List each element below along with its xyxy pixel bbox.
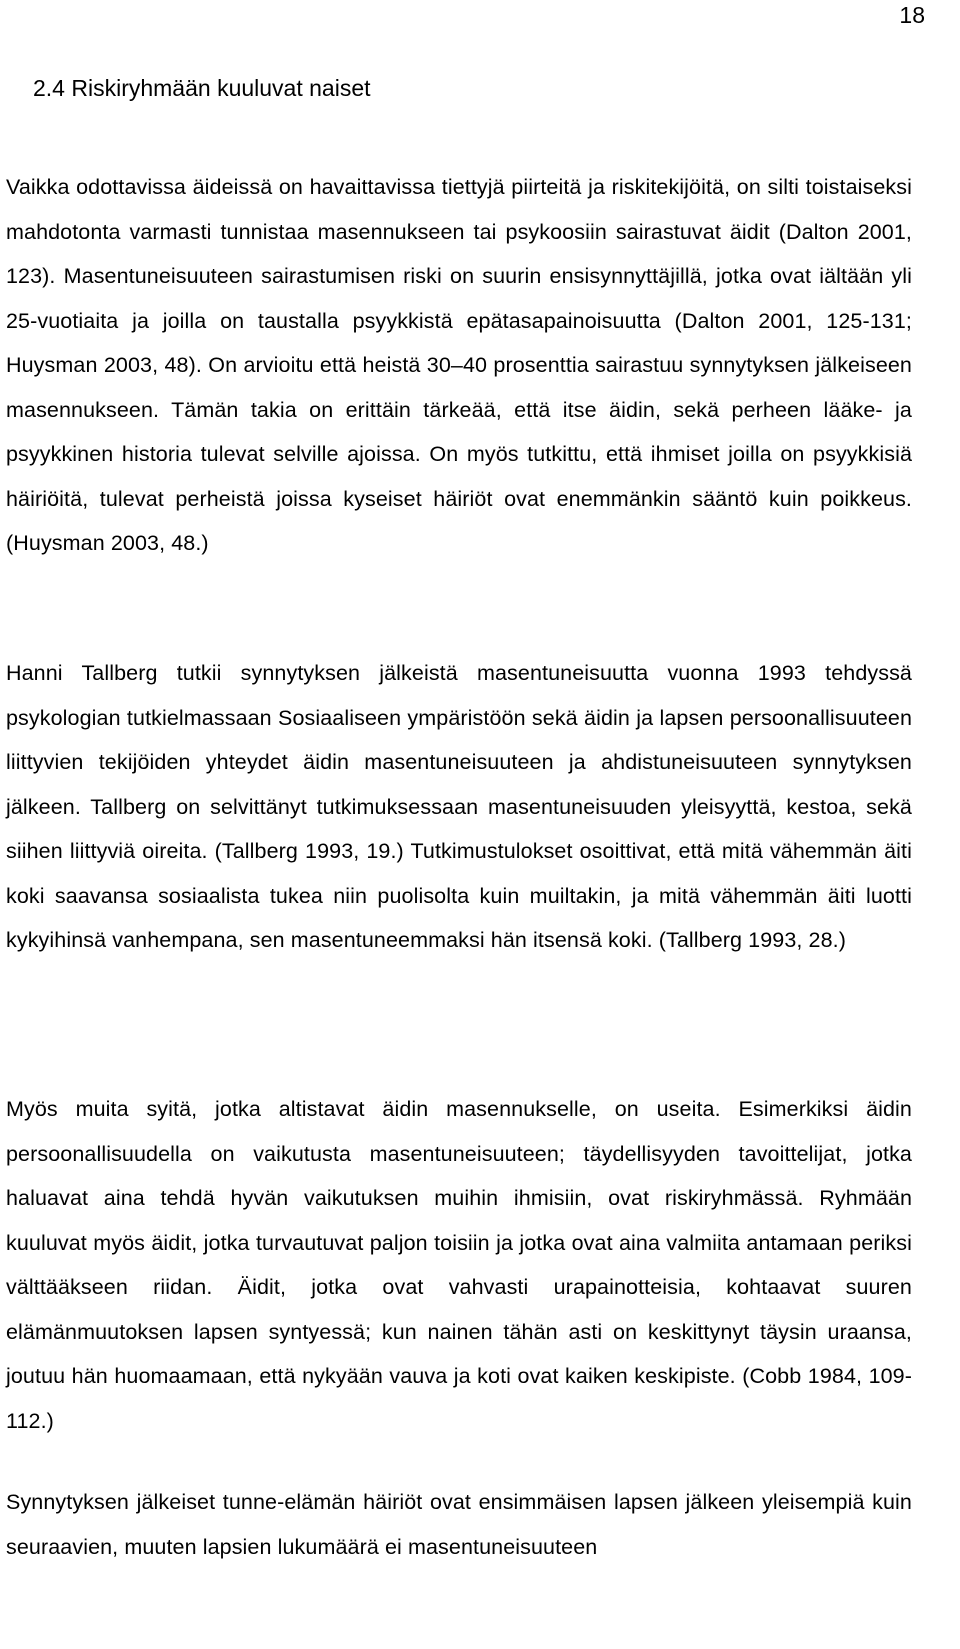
paragraph-first-child: Synnytyksen jälkeiset tunne-elämän häiriöt ovat ensimmäisen lapsen jälkeen yleisempiä kuin seuraavien, muuten lapsien lukumäärä ei masentuneisuuteen [6, 1490, 912, 1559]
section-title: 2.4 Riskiryhmään kuuluvat naiset [33, 75, 371, 101]
paragraph-risk-factors: Vaikka odottavissa äideissä on havaittavissa tiettyjä piirteitä ja riskitekijöitä, on silti toistaiseksi mahdotonta varmasti tunnistaa masennukseen tai psykoosiin sairastuvat äidit (Dalton 2001, 123). Masentuneisuuteen sairastumisen riski on suurin ensisynnyttäjillä, jotka ovat iältään yli 25-vuotiaita ja joilla on taustalla psyykkistä epätasapainoisuutta (Dalton 2001, 125-131; Huysman 2003, 48). On arvioitu että heistä 30–40 prosenttia sairastuu synnytyksen jälkeiseen masennukseen. Tämän takia on erittäin tärkeää, että itse äidin, sekä perheen lääke- ja psyykkinen historia tulevat selville ajoissa. On myös tutkittu, että ihmiset joilla on psyykkisiä häiriöitä, tulevat perheistä joissa kyseiset häiriöt ovat enemmänkin sääntö kuin poikkeus. (Huysman 2003, 48.) [6, 175, 912, 555]
page-number: 18 [899, 2, 925, 28]
paragraph-tallberg-study: Hanni Tallberg tutkii synnytyksen jälkeistä masentuneisuutta vuonna 1993 tehdyssä psykologian tutkielmassaan Sosiaaliseen ympäristöön sekä äidin ja lapsen persoonallisuuteen liittyvien tekijöiden yhteydet äidin masentuneisuuteen ja ahdistuneisuuteen synnytyksen jälkeen. Tallberg on selvittänyt tutkimuksessaan masentuneisuuden yleisyyttä, kestoa, sekä siihen liittyviä oireita. (Tallberg 1993, 19.) Tutkimustulokset osoittivat, että mitä vähemmän äiti koki saavansa sosiaalista tukea niin puolisolta kuin muiltakin, ja mitä vähemmän äiti luotti kykyihinsä vanhempana, sen masentuneemmaksi hän itsensä koki. (Tallberg 1993, 28.) [6, 661, 912, 952]
paragraph-other-causes: Myös muita syitä, jotka altistavat äidin masennukselle, on useita. Esimerkiksi äidin persoonallisuudella on vaikutusta masentuneisuuteen; täydellisyyden tavoittelijat, jotka haluavat aina tehdä hyvän vaikutuksen muihin ihmisiin, ovat riskiryhmässä. Ryhmään kuuluvat myös äidit, jotka turvautuvat paljon toisiin ja jotka ovat aina valmiita antamaan periksi välttääkseen riidan. Äidit, jotka ovat vahvasti urapainotteisia, kohtaavat suuren elämänmuutoksen lapsen syntyessä; kun nainen tähän asti on keskittynyt täysin uraansa, joutuu hän huomaamaan, että nykyään vauva ja koti ovat kaiken keskipiste. (Cobb 1984, 109-112.) [6, 1097, 912, 1433]
